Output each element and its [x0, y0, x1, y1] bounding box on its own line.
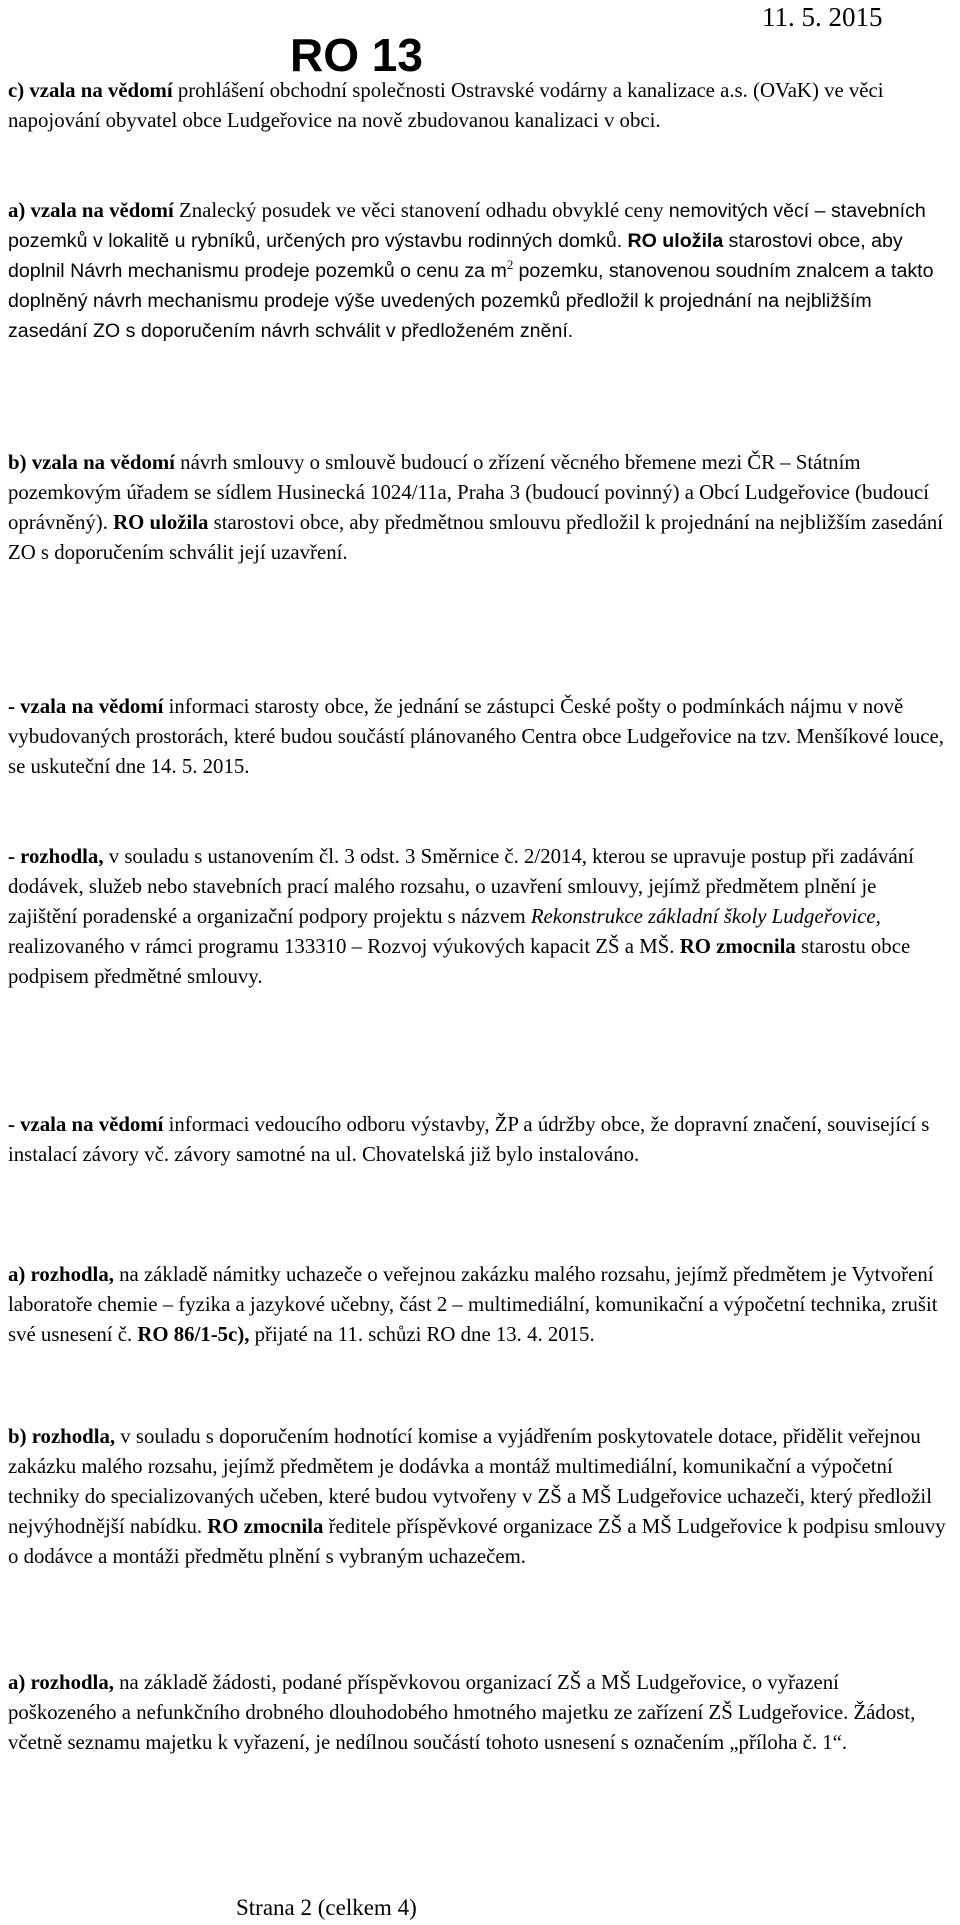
resolution-paragraph — [8, 1668, 948, 1758]
resolution-lead: b) rozhodla, — [8, 1425, 116, 1448]
resolution-text: Znalecký posudek ve věci stanovení odhadu obvyklé ceny — [179, 199, 664, 222]
resolution-text: starostovi obce, aby doplnil Návrh mechanismu prodeje pozemků o cenu za m — [8, 230, 903, 282]
resolution-lead: RO zmocnila — [679, 935, 796, 958]
resolution-text: informaci vedoucího odboru výstavby, ŽP a údržby obce, že dopravní značení, související s instalací závory vč. závory samotné na ul. Chovatelská již bylo instalováno. — [8, 1113, 930, 1166]
page-number: Strana 2 (celkem 4) — [236, 1895, 417, 1920]
resolution-text: ředitele příspěvkové organizace ZŠ a MŠ Ludgeřovice k podpisu smlouvy o dodávce a montáži předmětu plnění s vybraným uchazečem. — [8, 1515, 946, 1568]
resolution-text: na základě námitky uchazeče o veřejnou zakázku malého rozsahu, jejímž předmětem je Vytvoření laboratoře chemie – fyzika a jazykové učebny, část 2 – multimediální, komunikační a výpočetní technika, zrušit své usnesení č. — [8, 1263, 938, 1346]
resolution-text: prohlášení obchodní společnosti Ostravské vodárny a kanalizace a.s. (OVaK) ve věci napojování obyvatel obce Ludgeřovice na nově zbudovanou kanalizaci v obci. — [8, 79, 884, 132]
resolution-lead: b) vzala na vědomí — [8, 451, 175, 474]
resolution-text: v souladu s ustanovením čl. 3 odst. 3 Směrnice č. 2/2014, kterou se upravuje postup při zadávání dodávek, služeb nebo stavebních prací malého rozsahu, o uzavření smlouvy, jejímž předmětem plnění je zajištění poradenské a organizační podpory projektu s názvem — [8, 845, 914, 928]
resolution-lead: c) vzala na vědomí — [8, 79, 173, 102]
resolution-text: pozemku, stanovenou soudním znalcem a takto doplněný návrh mechanismu prodeje výše uvedených pozemků předložil k projednání na nejbližším zasedání ZO s doporučením návrh schválit v předloženém znění. — [8, 260, 934, 342]
resolution-lead: a) rozhodla, — [8, 1671, 114, 1694]
resolution-lead: RO uložila — [113, 511, 209, 534]
resolution-paragraph — [8, 1422, 948, 1572]
resolution-lead: - rozhodla, — [8, 845, 104, 868]
resolution-lead: a) vzala na vědomí — [8, 199, 174, 222]
resolution-lead: RO zmocnila — [207, 1515, 324, 1538]
resolution-text: informaci starosty obce, že jednání se zástupci České pošty o podmínkách nájmu v nově vybudovaných prostorách, které budou součástí plánovaného Centra obce Ludgeřovice na tzv. Menšíkové louce, se uskuteční dne 14. 5. 2015. — [8, 695, 944, 778]
resolution-reference: RO 86/1-5c), — [137, 1323, 250, 1346]
resolution-paragraph — [8, 1110, 948, 1170]
page-title: RO 13 — [290, 29, 423, 81]
meeting-date: 11. 5. 2015 — [762, 2, 883, 32]
resolution-lead: a) rozhodla, — [8, 1263, 114, 1286]
resolution-paragraph — [8, 1260, 948, 1350]
resolution-text: starostu obce podpisem předmětné smlouvy. — [8, 935, 911, 988]
superscript: 2 — [506, 257, 514, 273]
resolution-paragraph — [8, 842, 948, 992]
resolution-paragraph — [8, 76, 948, 136]
resolution-text: realizovaného v rámci programu 133310 – Rozvoj výukových kapacit ZŠ a MŠ. — [8, 935, 675, 958]
resolution-paragraph — [8, 448, 948, 568]
resolution-lead: RO uložila — [627, 230, 724, 252]
resolution-lead: - vzala na vědomí — [8, 1113, 164, 1136]
resolution-text: návrh smlouvy o smlouvě budoucí o zřízení věcného břemene mezi ČR – Státním pozemkovým úřadem se sídlem Husinecká 1024/11a, Praha 3 (budoucí povinný) a Obcí Ludgeřovice (budoucí oprávněný). — [8, 451, 929, 534]
resolution-text: starostovi obce, aby předmětnou smlouvu předložil k projednání na nejbližším zasedání ZO s doporučením schválit její uzavření. — [8, 511, 944, 564]
resolution-text: nemovitých věcí – stavebních pozemků v lokalitě u rybníků, určených pro výstavbu rodinných domků. — [8, 200, 926, 252]
resolution-paragraph — [8, 692, 948, 782]
resolution-text: na základě žádosti, podané příspěvkovou organizací ZŠ a MŠ Ludgeřovice, o vyřazení poškozeného a nefunkčního drobného dlouhodobého hmotného majetku ze zařízení ZŠ Ludgeřovice. Žádost, včetně seznamu majetku k vyřazení, je nedílnou součástí tohoto usnesení s označením „příloha č. 1“. — [8, 1671, 916, 1754]
resolution-text: přijaté na 11. schůzi RO dne 13. 4. 2015. — [254, 1323, 595, 1346]
project-name: Rekonstrukce základní školy Ludgeřovice, — [530, 905, 881, 928]
resolution-lead: - vzala na vědomí — [8, 695, 164, 718]
resolution-paragraph — [8, 196, 948, 346]
resolution-text: v souladu s doporučením hodnotící komise a vyjádřením poskytovatele dotace, přidělit veřejnou zakázku malého rozsahu, jejímž předmětem je dodávka a montáž multimediální, komunikační a výpočetní techniky do specializovaných učeben, které budou vytvořeny v ZŠ a MŠ Ludgeřovice uchazeči, který předložil nejvýhodnější nabídku. — [8, 1425, 932, 1538]
